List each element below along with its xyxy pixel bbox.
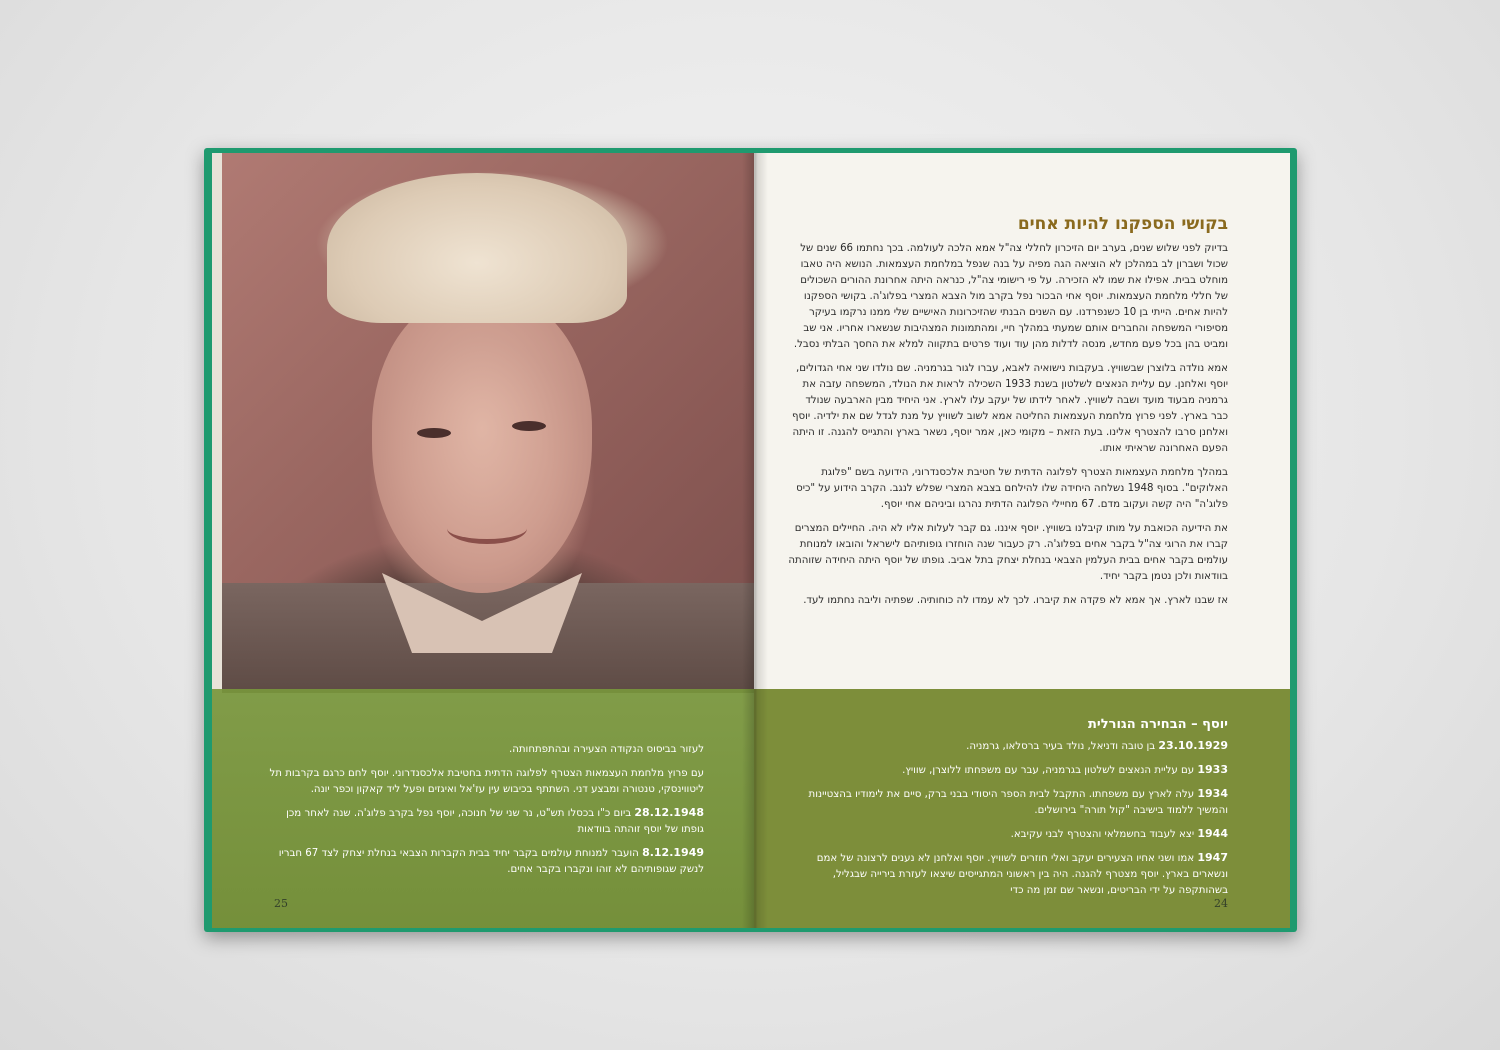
page-number-left: 25 bbox=[274, 897, 288, 910]
left-page bbox=[212, 153, 754, 928]
right-timeline bbox=[788, 738, 1228, 906]
article-body bbox=[788, 241, 1228, 617]
timeline-entry: 28.12.1948 ביום כ"ו בכסלו תש"ט, נר שני של חנוכה, יוסף נפל בקרב פלוג'ה. שנה לאחר מכן גופתו של יוסף זוהתה בוודאות bbox=[286, 806, 704, 835]
timeline-entry: 1934 עלה לארץ עם משפחתו. התקבל לבית הספר היסודי בבני ברק, סיים את לימודיו בהצטיינות והמשיך ללמוד בישיבה "קול תורה" בירושלים. bbox=[808, 787, 1228, 816]
article-paragraph: אמא נולדה בלוצרן שבשוויץ. בעקבות נישואיה לאבא, עברו לגור בגרמניה. שם נולדו שני אחי הגדולים, יוסף ואלחנן. עם עליית הנאצים לשלטון בשנת 1933 השכילה לראות את הנולד, המשפחה עזבה את גרמניה מבעוד מועד ושבה לשוויץ. לאחר לידתו של יעקב עלו לארץ. אני היחיד מבין הארבעה שנולד כבר בארץ. לפני פרוץ מלחמת העצמאות החליטה אמא לשוב לשוויץ על מנת לגדל שם את ילדיה. יוסף ואלחנן סרבו להצטרף אלינו. בעת הזאת – מקומי כאן, אמר יוסף, נשאר בארץ והתגייס להגנה. זו היתה הפעם האחרונה שראיתי אותו. bbox=[791, 363, 1228, 454]
timeline-entry: 1947 אמו ושני אחיו הצעירים יעקב ואלי חוזרים לשוויץ. יוסף ואלחנן לא נענים לרצונה של אמם ונשארים בארץ. יוסף מצטרף להגנה. היה בין ראשוני המתגייסים שיצאו לעזרת בירייה שבגליל, בשהותקפה על ידי הבריטים, ונשאר שם זמן מה כדי bbox=[816, 851, 1228, 896]
photo-face bbox=[372, 293, 592, 593]
page-number-right: 24 bbox=[1214, 897, 1228, 910]
timeline-entry: לעזור בביסוס הנקודה הצעירה ובהתפתחותה. bbox=[508, 744, 704, 755]
timeline-title: יוסף – הבחירה הגורלית bbox=[1088, 717, 1228, 732]
portrait-photo bbox=[222, 153, 754, 693]
article-paragraph: במהלך מלחמת העצמאות הצטרף לפלוגה הדתית של חטיבת אלכסנדרוני, הידועה בשם "פלוגת האלוקים". בסוף 1948 נשלחה היחידה שלו להילחם בצבא המצרי שפלש לנגב. הקרב הידוע על "כיס פלוג'ה" היה קשה ועקוב מדם. 67 מחיילי הפלוגה הדתית נהרגו וביניהם אחי יוסף. bbox=[796, 467, 1228, 510]
timeline-entry: עם פרוץ מלחמת העצמאות הצטרף לפלוגה הדתית בחטיבת אלכסנדרוני. יוסף לחם כרגם בקרבות תל ליטווינסקי, טנטורה ומבצע דני. השתתף בכיבוש עין עז'אל ואיגזים ופעל ליד קאקון וכפר יונה. bbox=[269, 768, 704, 795]
left-timeline bbox=[264, 741, 704, 885]
timeline-entry: 1933 עם עליית הנאצים לשלטון בגרמניה, עבר עם משפחתו ללוצרן, שוויץ. bbox=[902, 763, 1228, 776]
article-paragraph: את הידיעה הכואבת על מותו קיבלנו בשוויץ. יוסף איננו. גם קבר לעלות אליו לא היה. החיילים המצרים קברו את הרוגי צה"ל בקבר אחים בפלוג'ה. רק כעבור שנה הוחזרו גופותיהם לישראל והובאו למנוחת עולמים בקבר אחים בבית העלמין הצבאי בנחלת יצחק בתל אביב. גופתו של יוסף היתה היחידה שזוהתה בוודאות ולכן נטמן בקבר יחיד. bbox=[788, 523, 1228, 582]
timeline-entry: 1944 יצא לעבוד בחשמלאי והצטרף לבני עקיבא. bbox=[1010, 827, 1228, 840]
right-page bbox=[754, 153, 1290, 928]
timeline-entry: 23.10.1929 בן טובה ודניאל, נולד בעיר ברסלאו, גרמניה. bbox=[966, 739, 1228, 752]
photo-smile bbox=[447, 513, 527, 544]
photo-eye-left bbox=[417, 428, 451, 438]
timeline-entry: 8.12.1949 הועבר למנוחת עולמים בקבר יחיד בבית הקברות הצבאי בנחלת יצחק לצד 67 חבריו לנשק שגופותיהם לא זוהו ונקברו בקבר אחים. bbox=[278, 846, 704, 875]
photo-eye-right bbox=[512, 421, 546, 431]
article-title: בקושי הספקנו להיות אחים bbox=[1017, 214, 1228, 234]
photo-cap bbox=[327, 173, 627, 323]
article-paragraph: אז שבנו לארץ. אך אמא לא פקדה את קיברו. לכך לא עמדו לה כוחותיה. שפתיה וליבה נחתמו לעד. bbox=[803, 595, 1228, 606]
article-paragraph: בדיוק לפני שלוש שנים, בערב יום הזיכרון לחללי צה"ל אמא הלכה לעולמה. בכך נחתמו 66 שנים של שכול ושברון לב במהלכן לא הוציאה הגה מפיה על בנה שנפל במלחמת העצמאות. הנושא היה טאבו מוחלט בבית. אפילו את שמו לא הזכירה. על פי רישומי צה"ל, כנראה היתה אחרונת ההורים השכולים של חללי מלחמת העצמאות. יוסף אחי הבכור נפל בקרב מול הצבא המצרי בפלוג'ה. בקושי הספקנו להיות אחים. הייתי בן 10 כשנפרדנו. עם השנים הבנתי שהזיכרונות האישיים שלי ממנו נרקמו בעיקר מסיפורי המשפחה והחברים אותם שמעתי במהלך חיי, ומהתמונות המצהיבות שנשארו אחריו. אני שב ומביט בהן בכל פעם מחדש, מנסה לדלות מהן עוד ועוד פרטים בתקווה למלא את החסך הבלתי נסבל. bbox=[793, 243, 1228, 350]
